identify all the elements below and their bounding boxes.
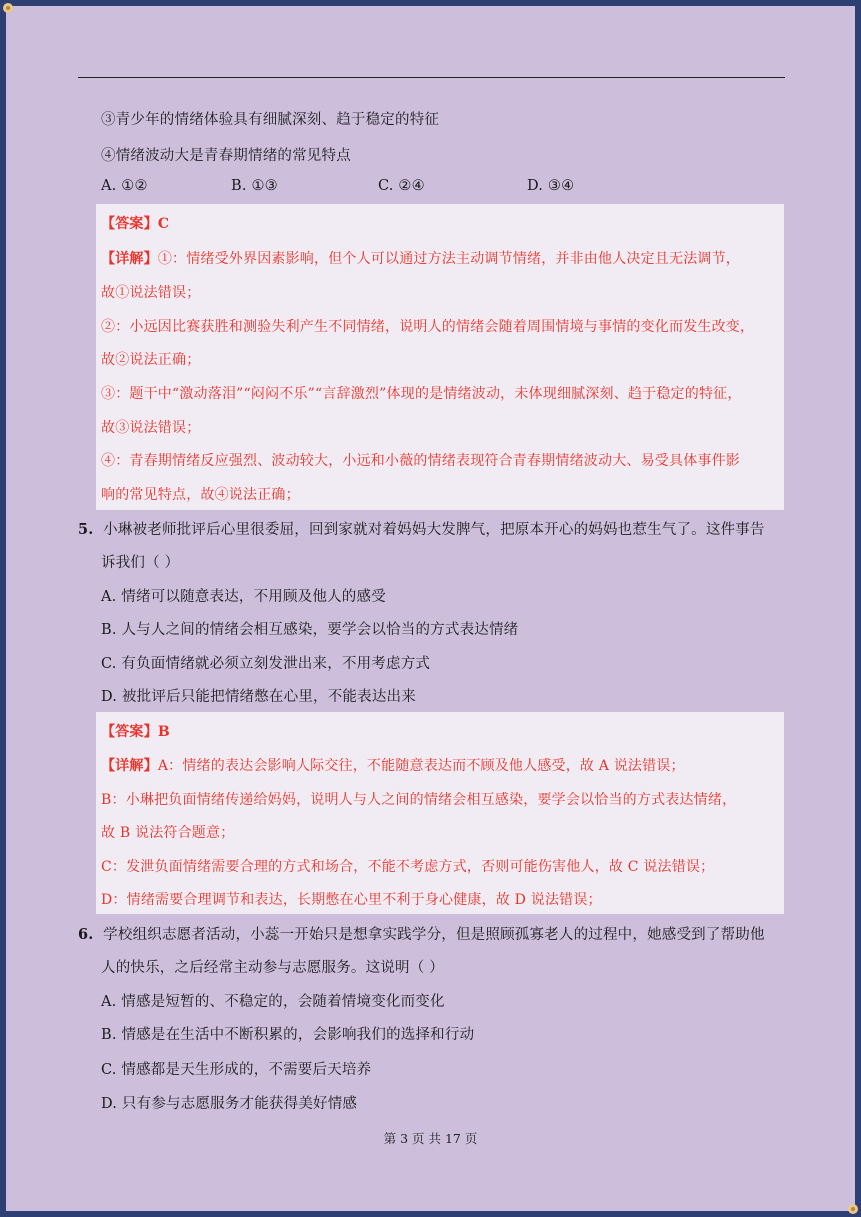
question-6-number: 6. — [78, 926, 94, 943]
detail-4-line-3: ②：小远因比赛获胜和测验失利产生不同情绪，说明人的情绪会随着周围情境与事情的变化而发生改变， — [101, 319, 755, 335]
question-5-text-1: 小琳被老师批评后心里很委屈，回到家就对着妈妈大发脾气，把原本开心的妈妈也惹生气了。这件事告 — [103, 522, 765, 538]
detail-4-line-1 — [101, 248, 740, 268]
question-6-option-d: D. 只有参与志愿服务才能获得美好情感 — [101, 1096, 358, 1112]
detail-4-line-5: ③：题干中“激动落泪”“闷闷不乐”“言辞激烈”体现的是情绪波动，未体现细腻深刻、趋于稳定的特征， — [101, 386, 742, 402]
answer-4-label: 【答案】 — [101, 216, 158, 232]
answer-5-label: 【答案】 — [101, 724, 158, 740]
answer-5-value: B — [157, 724, 170, 740]
answer-box-5 — [96, 712, 784, 914]
answer-4-value: C — [157, 216, 170, 232]
corner-ornament-icon — [0, 0, 22, 22]
document-page — [6, 6, 855, 1211]
detail-4-line-4: 故②说法正确； — [101, 352, 201, 368]
detail-5-line-5: D：情绪需要合理调节和表达，长期憋在心里不利于身心健康，故 D 说法错误； — [101, 892, 602, 908]
page-footer: 第 3 页 共 17 页 — [383, 1131, 478, 1146]
prev-options — [101, 178, 701, 198]
header-rule — [78, 77, 785, 78]
statement-4: ④情绪波动大是青春期情绪的常见特点 — [101, 148, 351, 164]
question-6-option-a: A. 情感是短暂的、不稳定的，会随着情境变化而变化 — [101, 994, 445, 1010]
question-5-option-c: C. 有负面情绪就必须立刻发泄出来，不用考虑方式 — [101, 656, 431, 672]
detail-5-line-1 — [101, 755, 685, 775]
question-6-stem-1 — [78, 923, 765, 944]
detail-4-text-1: ①：情绪受外界因素影响，但个人可以通过方法主动调节情绪，并非由他人决定且无法调节， — [157, 251, 741, 267]
prev-option-d: D. ③④ — [527, 178, 575, 194]
statement-3: ③青少年的情绪体验具有细腻深刻、趋于稳定的特征 — [101, 112, 440, 128]
detail-4-line-7: ④：青春期情绪反应强烈、波动较大，小远和小薇的情绪表现符合青春期情绪波动大、易受具体事件影 — [101, 453, 740, 469]
detail-4-line-2: 故①说法错误； — [101, 285, 201, 301]
question-6-option-b: B. 情感是在生活中不断积累的，会影响我们的选择和行动 — [101, 1027, 475, 1043]
corner-ornament-icon — [839, 1195, 861, 1217]
question-6-option-c: C. 情感都是天生形成的，不需要后天培养 — [101, 1062, 372, 1078]
answer-5-line — [101, 721, 170, 741]
detail-5-line-2: B：小琳把负面情绪传递给妈妈，说明人与人之间的情绪会相互感染，要学会以恰当的方式表达情绪， — [101, 792, 737, 808]
question-5-option-b: B. 人与人之间的情绪会相互感染，要学会以恰当的方式表达情绪 — [101, 622, 519, 638]
detail-5-label: 【详解】 — [101, 758, 158, 774]
answer-4-line — [101, 213, 169, 233]
detail-4-line-6: 故③说法错误； — [101, 420, 201, 436]
detail-5-text-1: A：情绪的表达会影响人际交往，不能随意表达而不顾及他人感受，故 A 说法错误； — [157, 758, 685, 774]
question-5-stem-2: 诉我们（ ） — [101, 555, 180, 571]
question-6-text-1: 学校组织志愿者活动，小蕊一开始只是想拿实践学分，但是照顾孤寡老人的过程中，她感受到了帮助他 — [103, 927, 765, 943]
detail-5-line-3: 故 B 说法符合题意； — [101, 825, 235, 841]
question-5-option-a: A. 情绪可以随意表达，不用顾及他人的感受 — [101, 589, 386, 605]
question-5-stem-1 — [78, 518, 765, 539]
question-6-stem-2: 人的快乐，之后经常主动参与志愿服务。这说明（ ） — [101, 960, 444, 976]
question-5-number: 5. — [78, 521, 94, 538]
prev-option-a: A. ①② — [101, 178, 148, 194]
detail-5-line-4: C：发泄负面情绪需要合理的方式和场合，不能不考虑方式，否则可能伤害他人，故 C 说法错误； — [101, 859, 715, 875]
detail-4-label: 【详解】 — [101, 251, 158, 267]
detail-4-line-8: 响的常见特点，故④说法正确； — [101, 487, 300, 503]
prev-option-b: B. ①③ — [231, 178, 278, 194]
question-5-option-d: D. 被批评后只能把情绪憋在心里，不能表达出来 — [101, 689, 416, 705]
prev-option-c: C. ②④ — [378, 178, 425, 194]
